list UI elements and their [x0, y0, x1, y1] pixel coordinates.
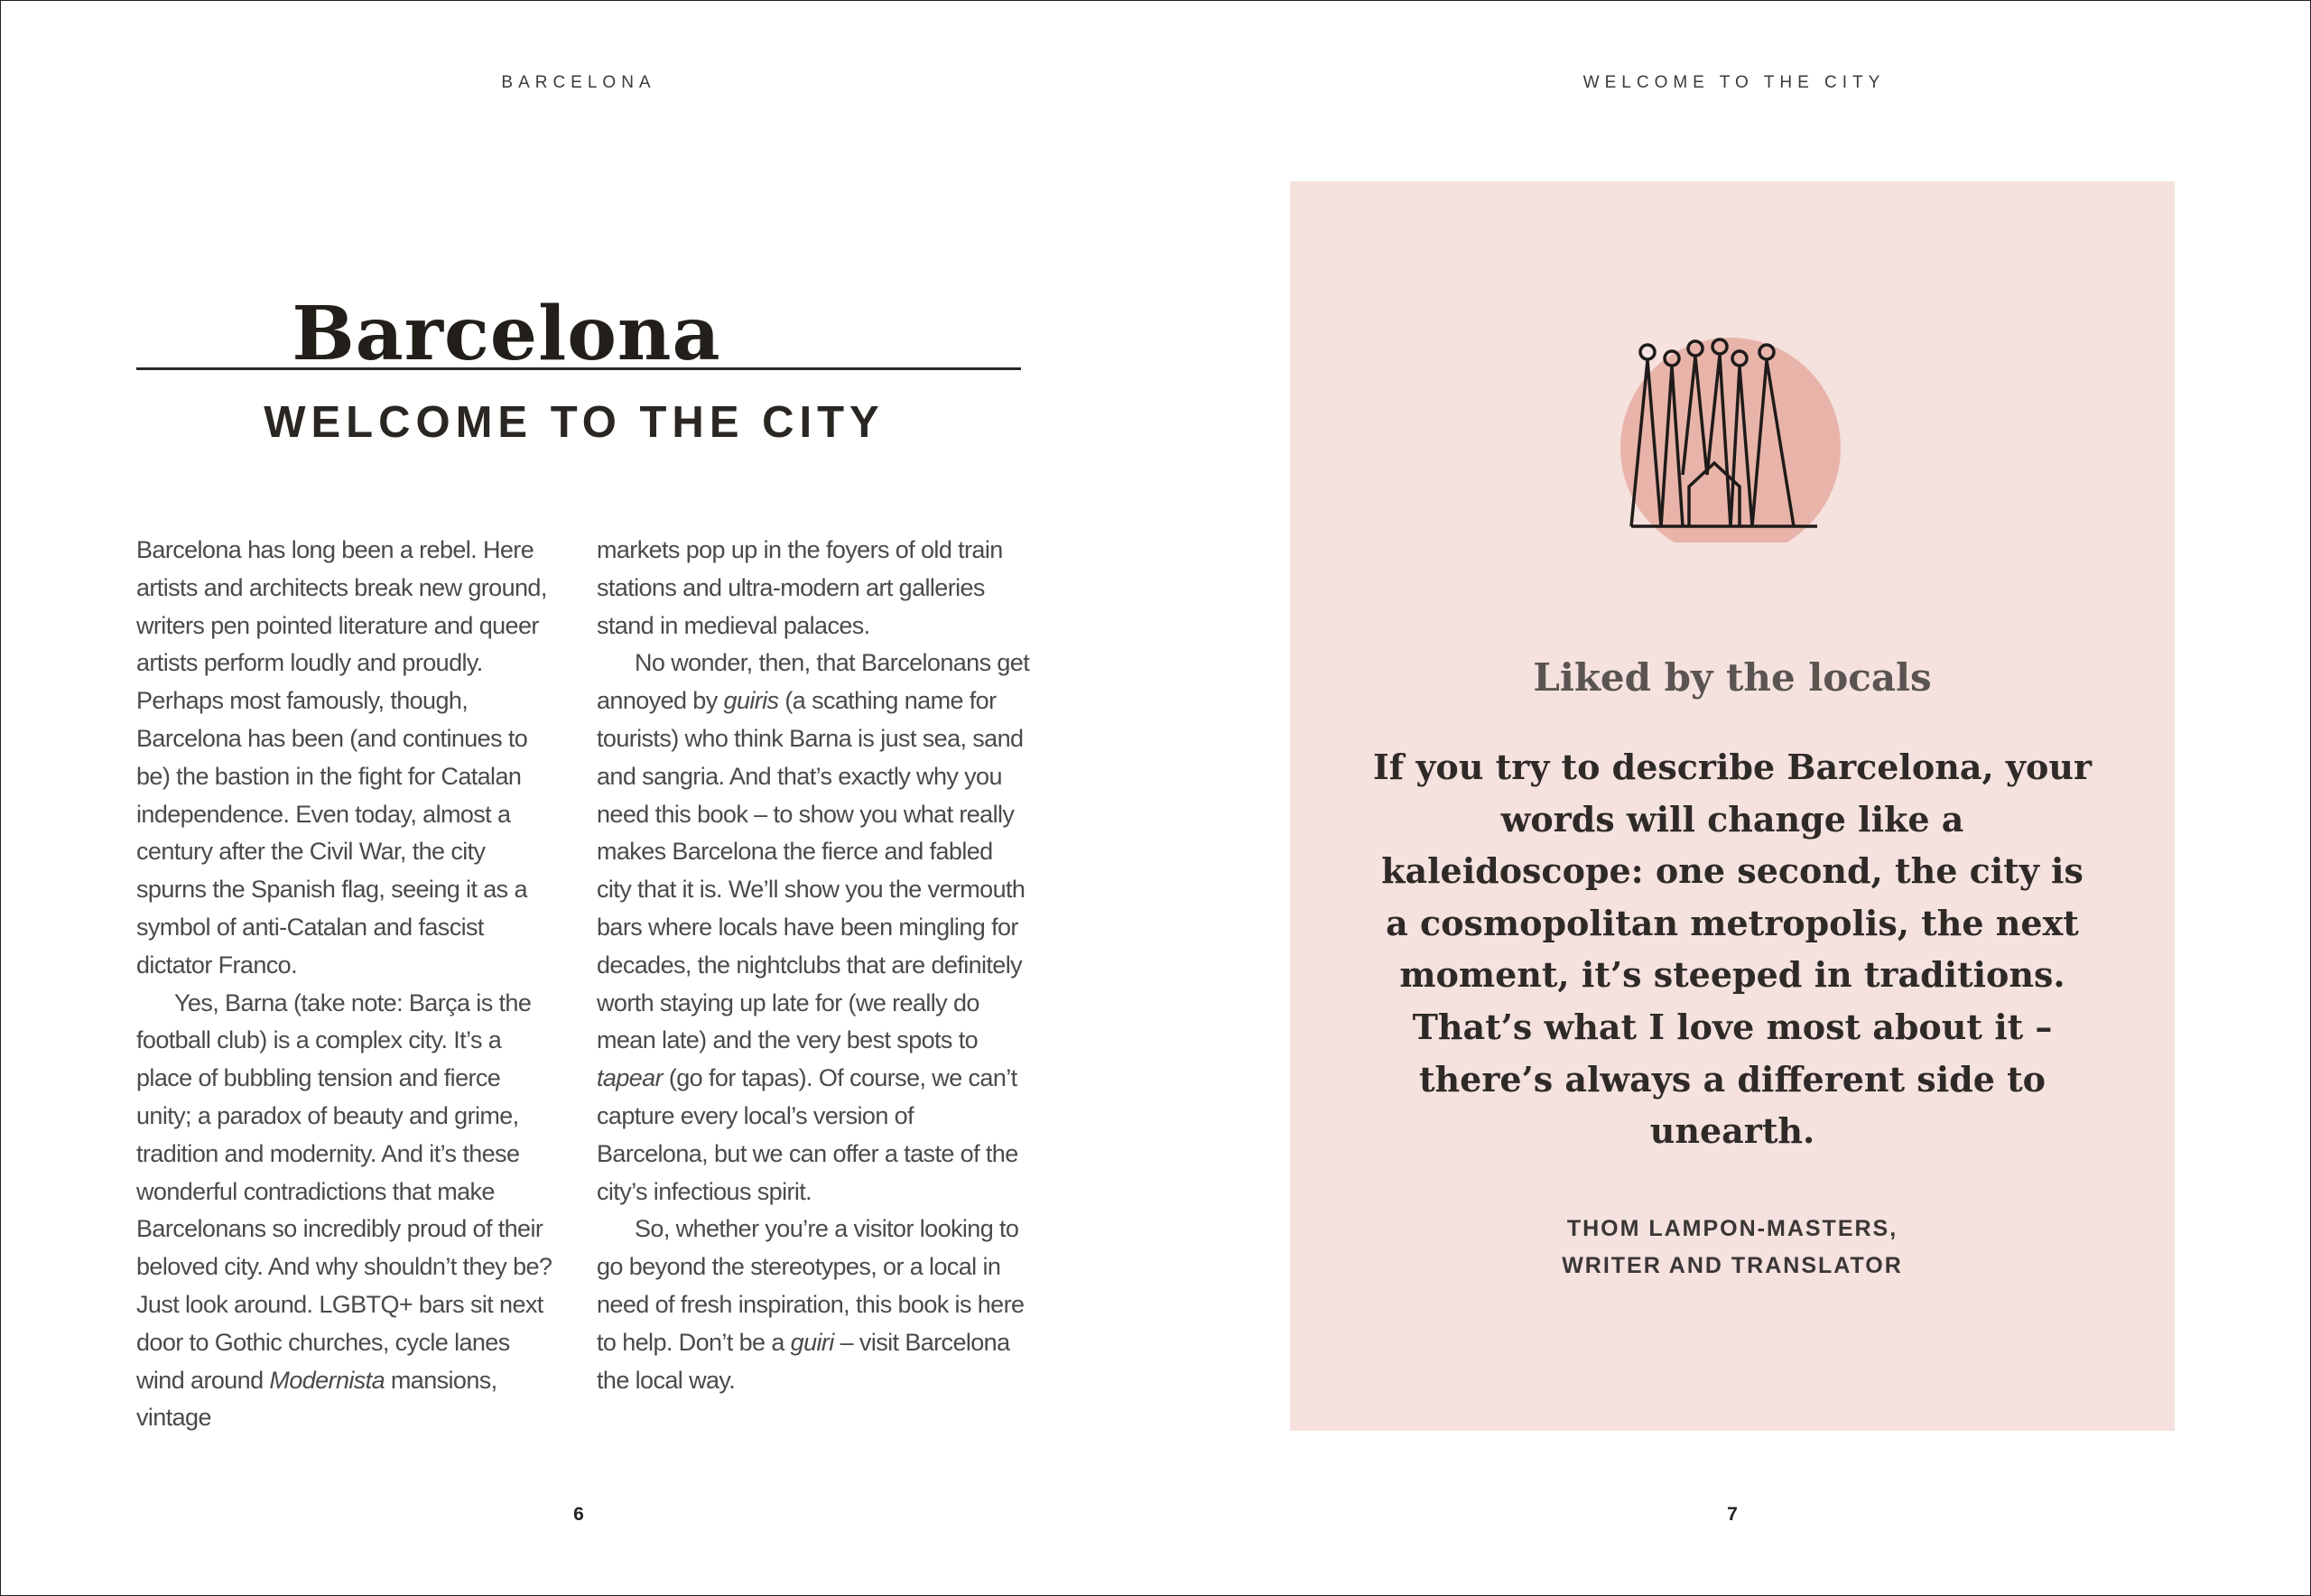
paragraph: No wonder, then, that Barcelonans get annoyed by guiris (a scathing name for tourists) who think Barna is just sea, sand and sangria. And that’s exactly why you need this book – to show you what really makes Barcelona the fierce and fabled city that it is. We’ll show you the vermouth bars where locals have been mingling for decades, the nightclubs that are definitely worth staying up late for (we really do mean late) and the very best spots to tapear (go for tapas). Of course, we can’t capture every local’s version of Barcelona, but we can offer a taste of the city’s infectious spirit. — [597, 649, 1030, 1205]
attribution-role: WRITER AND TRANSLATOR — [1562, 1253, 1903, 1278]
chapter-title-block — [136, 291, 1021, 448]
paragraph: So, whether you’re a visitor looking to go beyond the stereotypes, or a local in need of fresh inspiration, this book is here to help. Don’t be a guiri – visit Barcelona the local way. — [597, 1215, 1025, 1394]
paragraph: Yes, Barna (take note: Barça is the football club) is a complex city. It’s a place of bubbling tension and fierce unity; a paradox of beauty and grime, tradition and modernity. And it’s these wonderful contradictions that make Barcelonans so incredibly proud of their beloved city. And why shouldn’t they be? Just look around. LGBTQ+ bars sit next door to Gothic churches, cycle lanes wind around Modernista mansions, vintage — [136, 988, 552, 1432]
page-title: Barcelona — [292, 291, 721, 377]
pull-quote: If you try to describe Barcelona, your words will change like a kaleidoscope: one second, the city is a cosmopolitan metropolis, the next moment, it’s steeped in traditions. That’s what I love most about it – there’s always a different side to unearth. — [1373, 747, 2092, 1152]
attribution-name: THOM LAMPON-MASTERS, — [1566, 1216, 1898, 1241]
body-column-right — [597, 532, 1030, 1399]
quote-heading: Liked by the locals — [1533, 655, 1932, 700]
page-number-left: 6 — [573, 1504, 584, 1525]
running-head-left: BARCELONA — [501, 73, 656, 92]
paragraph: Barcelona has long been a rebel. Here artists and architects break new ground, writers pen pointed literature and queer artists perform loudly and proudly. Perhaps most famously, though, Barcelona has been (and continues to be) the bastion in the fight for Catalan independence. Even today, almost a century after the Civil War, the city spurns the Spanish flag, seeing it as a symbol of anti-Catalan and fascist dictator Franco. — [136, 536, 547, 979]
body-column-left — [136, 532, 556, 1437]
page-subtitle: WELCOME TO THE CITY — [264, 398, 885, 447]
sagrada-familia-icon — [1613, 272, 1848, 543]
running-head-right: WELCOME TO THE CITY — [1582, 73, 1886, 92]
quote-attribution — [1290, 1211, 2175, 1285]
page-number-right: 7 — [1727, 1504, 1738, 1525]
quote-panel — [1290, 181, 2175, 1431]
paragraph: markets pop up in the foyers of old train stations and ultra-modern art galleries stand in medieval palaces. — [597, 536, 1003, 639]
